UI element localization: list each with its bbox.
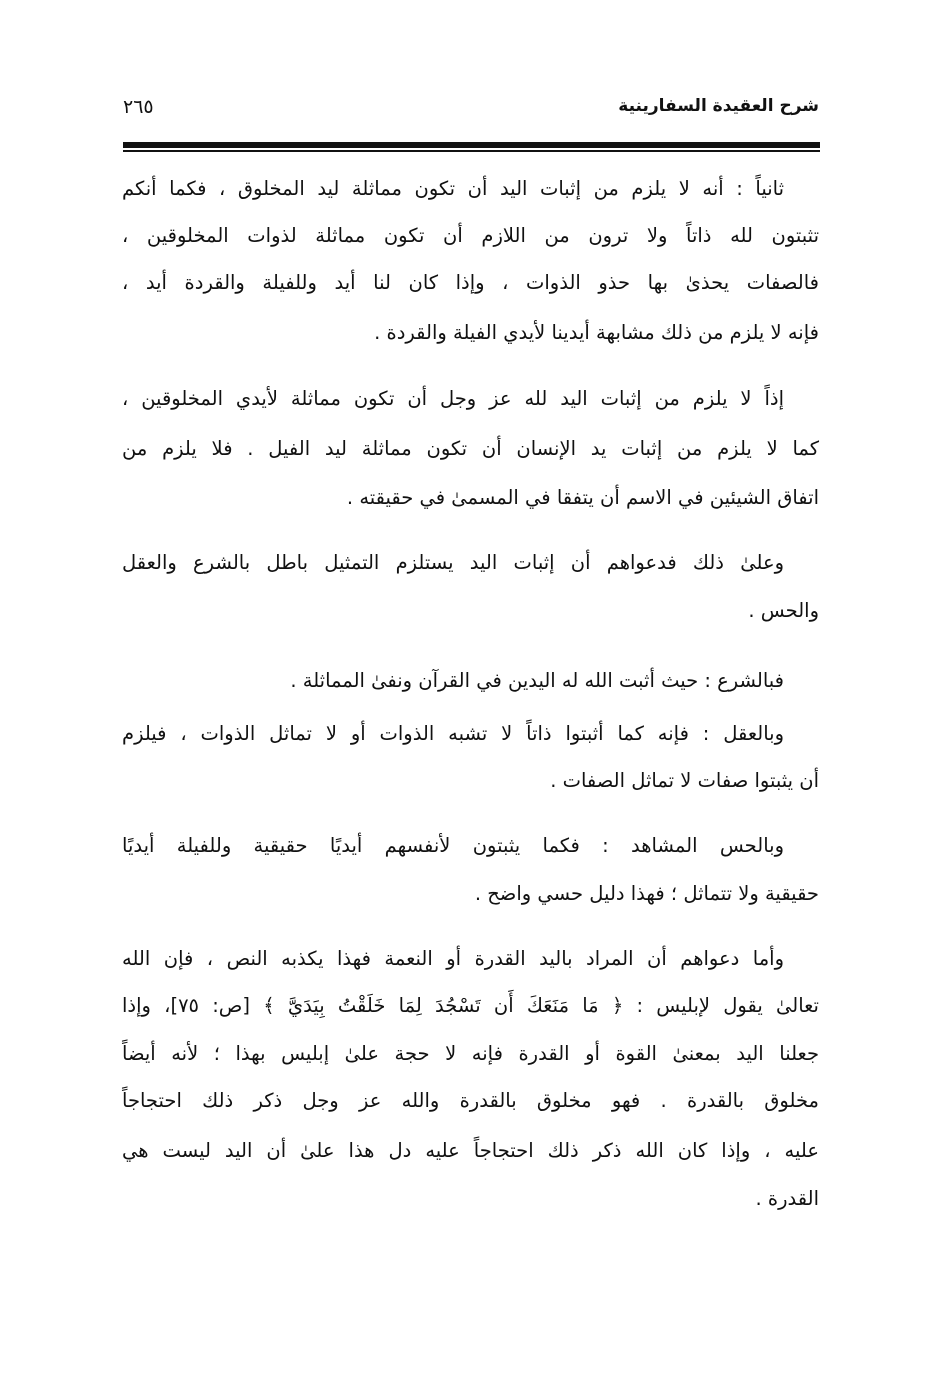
text-line: أن يثبتوا صفات لا تماثل الصفات . (550, 769, 819, 792)
text-line: والحس . (748, 599, 819, 622)
header-rule-thick (123, 142, 820, 148)
text-line: إذاً لا يلزم من إثبات اليد لله عز وجل أن تكون مماثلة لأيدي المخلوقين ، (122, 387, 784, 410)
header-rule-thin (123, 150, 820, 152)
text-line: عليه ، وإذا كان الله ذكر ذلك احتجاجاً عليه دل هذا علىٰ أن اليد ليست هي (122, 1139, 819, 1162)
text-line: وبالحس المشاهد : فكما يثبتون لأنفسهم أيديًا حقيقية وللفيلة أيديًا (122, 834, 784, 857)
text-line: جعلنا اليد بمعنىٰ القوة أو القدرة فإنه لا حجة علىٰ إبليس بهذا ؛ لأنه أيضاً (122, 1042, 819, 1065)
text-line: وعلىٰ ذلك فدعواهم أن إثبات اليد يستلزم التمثيل باطل بالشرع والعقل (122, 551, 784, 574)
text-line: فبالشرع : حيث أثبت الله له اليدين في القرآن ونفىٰ المماثلة . (290, 669, 784, 692)
text-line: مخلوق بالقدرة . فهو مخلوق بالقدرة والله عز وجل ذكر ذلك احتجاجاً (122, 1089, 819, 1112)
text-line: حقيقية ولا تتماثل ؛ فهذا دليل حسي واضح . (474, 882, 819, 905)
text-line: تعالىٰ يقول لإبليس : ﴿ مَا مَنَعَكَ أَن تَسْجُدَ لِمَا خَلَقْتُ بِيَدَيَّ ﴾ [ص: ٧٥]، وإذا (122, 994, 819, 1017)
text-line: ثانياً : أنه لا يلزم من إثبات اليد أن تكون مماثلة ليد المخلوق ، فكما أنكم (122, 177, 784, 200)
text-line: تثبتون لله ذاتاً ولا ترون من اللازم أن تكون مماثلة لذوات المخلوقين ، (122, 224, 819, 247)
text-line: وبالعقل : فإنه كما أثبتوا ذاتاً لا تشبه الذوات أو لا تماثل الذوات ، فيلزم (122, 722, 784, 745)
text-line: فإنه لا يلزم من ذلك مشابهة أيدينا لأيدي الفيلة والقردة . (374, 321, 819, 344)
running-title: شرح العقيدة السفارينية (618, 96, 819, 116)
text-line: فالصفات يحذىٰ بها حذو الذوات ، وإذا كان لنا أيد وللفيلة والقردة أيد ، (122, 271, 819, 294)
text-line: كما لا يلزم من إثبات يد الإنسان أن تكون مماثلة ليد الفيل . فلا يلزم من (122, 437, 819, 460)
page-number: ٢٦٥ (123, 96, 154, 118)
text-line: القدرة . (755, 1187, 819, 1210)
text-line: وأما دعواهم أن المراد باليد القدرة أو النعمة فهذا يكذبه النص ، فإن الله (122, 947, 784, 970)
text-line: اتفاق الشيئين في الاسم أن يتفقا في المسمىٰ في حقيقته . (346, 486, 819, 509)
